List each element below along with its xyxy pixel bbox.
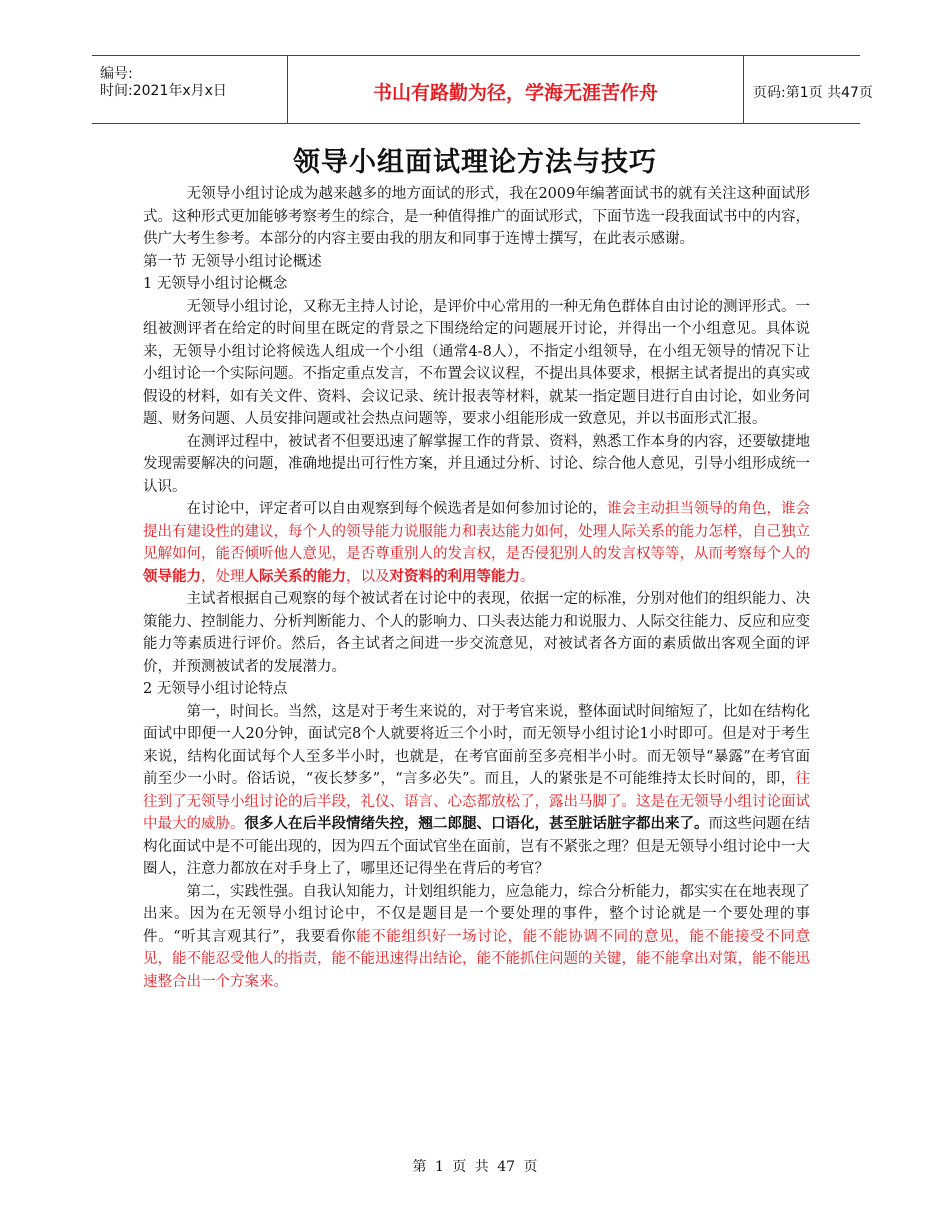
evaluation-paragraph: 主试者根据自己观察的每个被试者在讨论中的表现，依据一定的标准，分别对他们的组织能力、决策能力、控制能力、分析判断能力、个人的影响力、口头表达能力和说服力、人际交往能力、反应和应变能力等素质进行评价。然后，各主试者之间进一步交流意见，对被试者各方面的素质做出客观全面的评价，并预测被试者的发展潜力。 xyxy=(143,591,810,675)
document-title: 领导小组面试理论方法与技巧 xyxy=(293,147,657,178)
code-label: 编号: xyxy=(100,66,133,82)
feature-time-text-2: 而这些问题在结构化面试中是不可能出现的，因为四五个面试官坐在面前，岂有不紧张之理？但是无领导小组讨论中一大圈人，注意力都放在对手身上了，哪里还记得坐在背后的考官？ xyxy=(143,816,810,877)
observation-red-end: 。 xyxy=(520,568,535,585)
page-info: 页码:第1页 共47页 xyxy=(753,85,873,101)
observation-paragraph xyxy=(143,498,810,588)
header-left-cell xyxy=(92,56,287,123)
time-label: 时间:2021年x月x日 xyxy=(100,83,227,99)
header-motto-cell xyxy=(287,56,744,123)
section-heading: 第一节 无领导小组讨论概述 xyxy=(143,253,322,270)
subsection-heading-2: 2 无领导小组讨论特点 xyxy=(143,681,288,697)
feature-time-bold-text: 很多人在后半段情绪失控，翘二郎腿、口语化，甚至脏话脏字都出来了。 xyxy=(244,815,709,832)
observation-red-text-3: ，以及 xyxy=(346,568,390,585)
leadership-ability-text: 领导能力 xyxy=(143,567,201,585)
intro-paragraph: 无领导小组讨论成为越来越多的地方面试的形式，我在2009年编著面试书的就有关注这种面试形式。这种形式更加能够考察考生的综合，是一种值得推广的面试形式，下面节选一段我面试书中的内容，供广大考生参考。本部分的内容主要由我的朋友和同事于连博士撰写，在此表示感谢。 xyxy=(143,186,810,247)
document-body xyxy=(143,183,810,993)
header-page-cell xyxy=(743,56,873,123)
interpersonal-ability-text: 人际关系的能力 xyxy=(244,567,346,585)
feature-time-paragraph xyxy=(143,701,810,881)
concept-paragraph: 无领导小组讨论，又称无主持人讨论，是评价中心常用的一种无角色群体自由讨论的测评形式。一组被测评者在给定的时间里在既定的背景之下围绕给定的问题展开讨论，并得出一个小组意见。具体说来，无领导小组讨论将候选人组成一个小组（通常4-8人），不指定小组领导，在小组无领导的情况下让小组讨论一个实际问题。不指定重点发言，不布置会议议程，不提出具体要求，根据主试者提出的真实或假设的材料，如有关文件、资料、会议记录、统计报表等材料，就某一指定题目进行自由讨论，如业务问题、财务问题、人员安排问题或社会热点问题等，要求小组能形成一致意见，并以书面形式汇报。 xyxy=(143,298,810,427)
subsection-heading-1: 1 无领导小组讨论概念 xyxy=(143,276,288,292)
motto: 书山有路勤为径，学海无涯苦作舟 xyxy=(372,82,658,104)
resource-ability-text: 对资料的利用等能力 xyxy=(389,567,520,585)
observation-text: 在讨论中，评定者可以自由观察到每个候选者是如何参加讨论的， xyxy=(186,501,607,517)
feature-time-red-text: 往往到了无领导小组讨论的后半段，礼仪、语言、心态都放松了，露出马脚了。这是在无领导小组讨论面试中最大的威胁。 xyxy=(143,771,810,832)
observation-red-text: 谁会主动担当领导的角色，谁会提出有建设性的建议，每个人的领导能力说服能力和表达能力如何，处理人际关系的能力怎样，自己独立见解如何，能否倾听他人意见，是否尊重别人的发言权，是否侵犯别人的发言权等等，从而考察每个人的 xyxy=(143,501,810,562)
observation-red-text-2: ，处理 xyxy=(201,568,245,585)
feature-time-text: 第一，时间长。当然，这是对于考生来说的，对于考官来说，整体面试时间缩短了，比如在结构化面试中即便一人20分钟，面试完8个人就要将近三个小时，而无领导小组讨论1小时即可。但是对于考生来说，结构化面试每个人至多半小时，也就是，在考官面前至多亮相半小时。而无领导“暴露”在考官面前至少一小时。俗话说，“夜长梦多”，“言多必失”。而且，人的紧张是不可能维持太长时间的，即， xyxy=(143,703,810,787)
feature-practice-paragraph xyxy=(143,881,810,994)
page-footer: 第 1 页 共 47 页 xyxy=(412,1159,538,1175)
feature-practice-text: 第二，实践性强。自我认知能力，计划组织能力，应急能力，综合分析能力，都实实在在地表现了出来。因为在无领导小组讨论中，不仅是题目是一个要处理的事件，整个讨论就是一个要处理的事件。“听其言观其行”，我要看你 xyxy=(143,883,810,945)
header-table xyxy=(92,55,873,124)
feature-practice-red-text: 能不能组织好一场讨论，能不能协调不同的意见，能不能接受不同意见，能不能忍受他人的指责，能不能迅速得出结论，能不能抓住问题的关键，能不能拿出对策，能不能迅速整合出一个方案来。 xyxy=(143,928,811,990)
process-paragraph: 在测评过程中，被试者不但要迅速了解掌握工作的背景、资料，熟悉工作本身的内容，还要敏捷地发现需要解决的问题，准确地提出可行性方案，并且通过分析、讨论、综合他人意见，引导小组形成统一认识。 xyxy=(143,433,810,495)
